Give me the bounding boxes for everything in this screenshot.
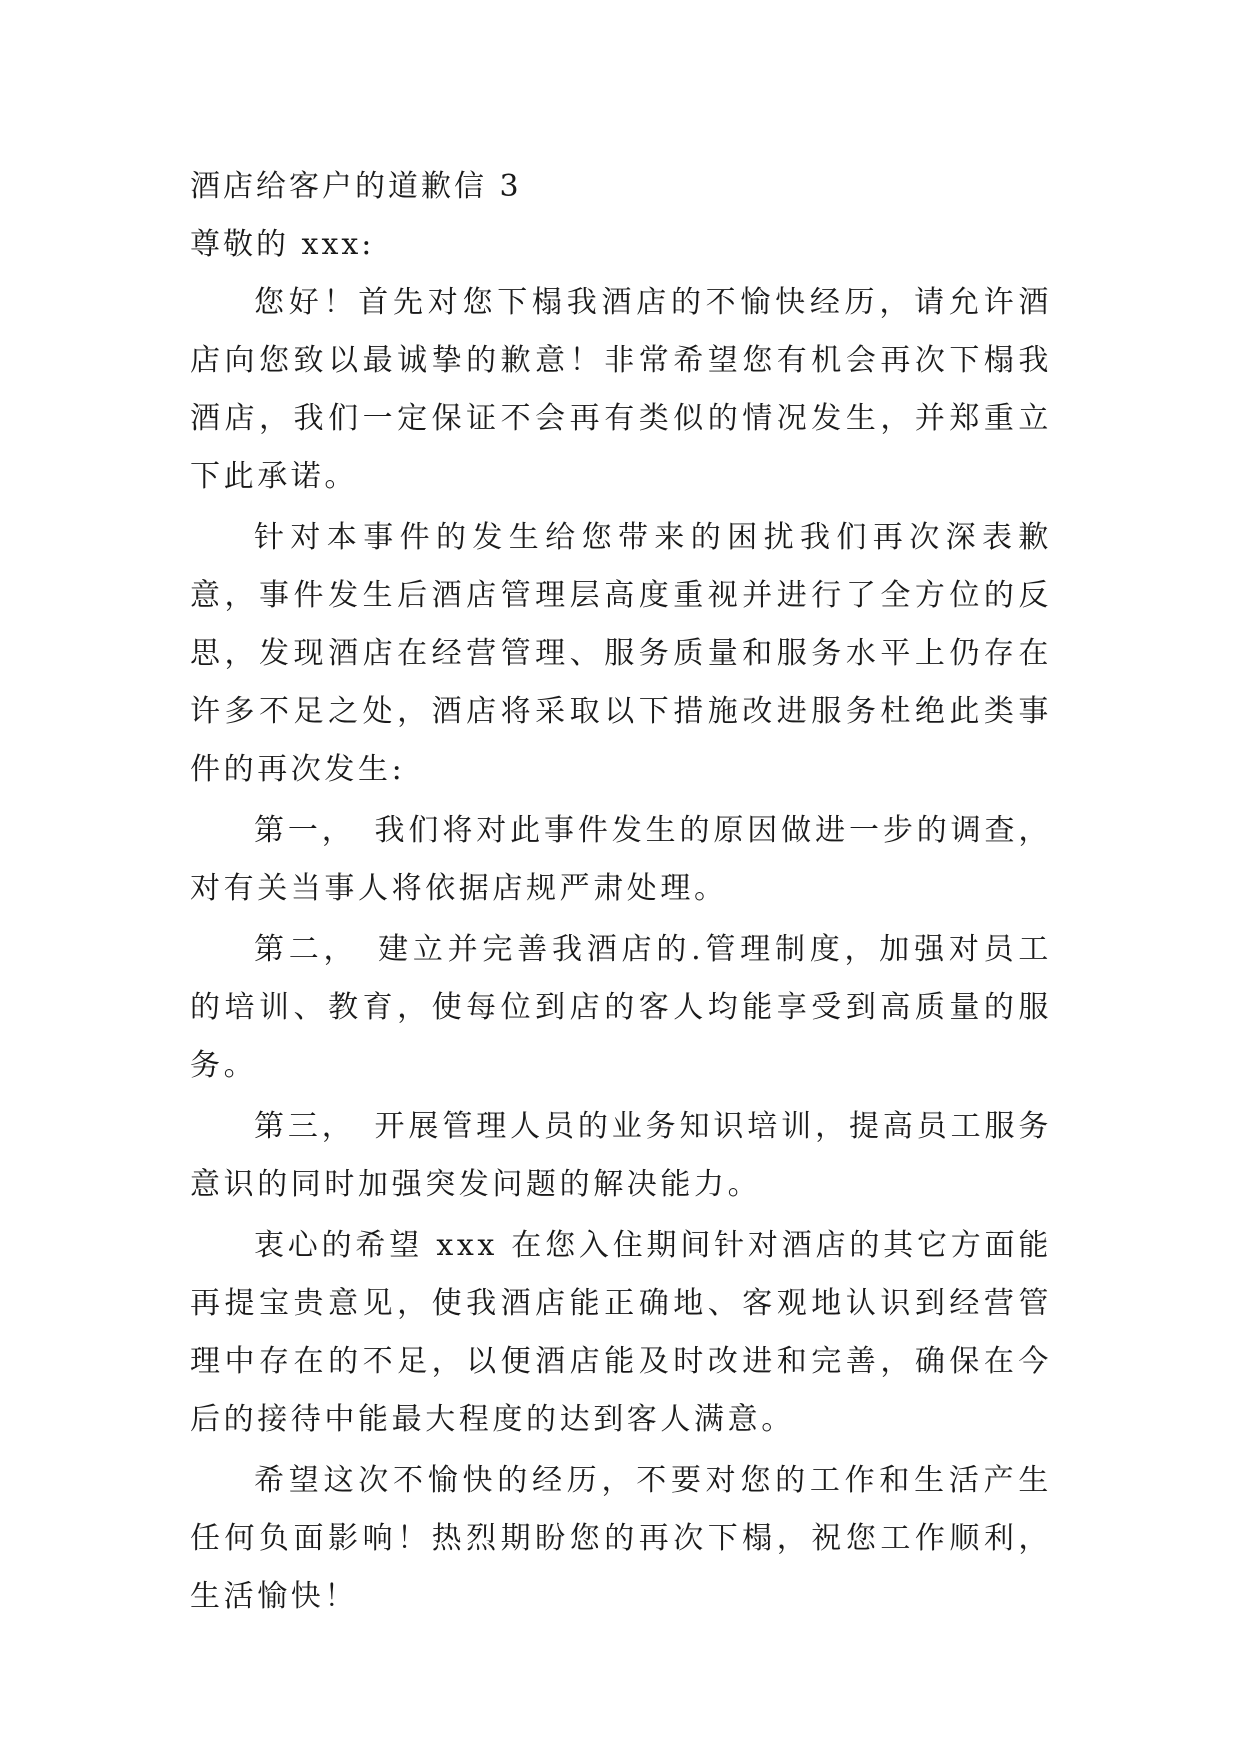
paragraph-closing: 希望这次不愉快的经历，不要对您的工作和生活产生任何负面影响！热烈期盼您的再次下榻，祝您工作顺利，生活愉快！ <box>190 1463 1052 1614</box>
salutation: 尊敬的 xxx: <box>190 227 375 262</box>
paragraph-greeting: 您好！首先对您下榻我酒店的不愉快经历，请允许酒店向您致以最诚挚的歉意！非常希望您有机会再次下榻我酒店，我们一定保证不会再有类似的情况发生，并郑重立下此承诺。 <box>190 285 1052 494</box>
paragraph-apology: 针对本事件的发生给您带来的困扰我们再次深表歉意，事件发生后酒店管理层高度重视并进行了全方位的反思，发现酒店在经营管理、服务质量和服务水平上仍存在许多不足之处，酒店将采取以下措施改进服务杜绝此类事件的再次发生: <box>190 520 1052 787</box>
letter-title: 酒店给客户的道歉信 3 <box>190 169 522 204</box>
letter-body <box>190 158 1052 1629</box>
paragraph-measure-3: 第三， 开展管理人员的业务知识培训，提高员工服务意识的同时加强突发问题的解决能力。 <box>190 1109 1052 1202</box>
paragraph-feedback: 衷心的希望 xxx 在您入住期间针对酒店的其它方面能再提宝贵意见，使我酒店能正确地、客观地认识到经营管理中存在的不足，以便酒店能及时改进和完善，确保在今后的接待中能最大程度的达到客人满意。 <box>190 1228 1052 1437</box>
paragraph-measure-2: 第二， 建立并完善我酒店的.管理制度，加强对员工的培训、教育，使每位到店的客人均能享受到高质量的服务。 <box>190 932 1052 1083</box>
paragraph-measure-1: 第一， 我们将对此事件发生的原因做进一步的调查，对有关当事人将依据店规严肃处理。 <box>190 813 1052 906</box>
